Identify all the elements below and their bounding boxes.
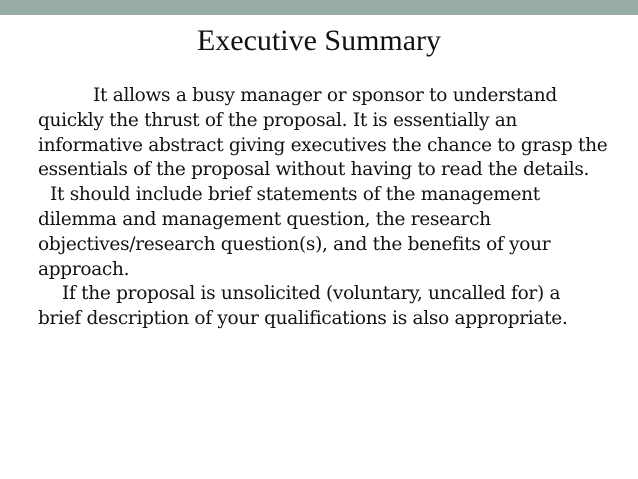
paragraph-unsolicited: If the proposal is unsolicited (voluntary, uncalled for) a brief description of your qualifications is also appropriate. xyxy=(38,283,568,330)
slide-body xyxy=(38,84,608,332)
paragraph-contents: It should include brief statements of the management dilemma and management question, the research objectives/research question(s), and the benefits of your approach. xyxy=(38,184,551,280)
slide-title: Executive Summary xyxy=(196,24,442,57)
slide-top-bar xyxy=(0,0,638,15)
paragraph-purpose: It allows a busy manager or sponsor to understand quickly the thrust of the proposal. It is essentially an informative abstract giving executives the chance to grasp the essentials of the proposal without having to read the details. xyxy=(38,85,608,181)
